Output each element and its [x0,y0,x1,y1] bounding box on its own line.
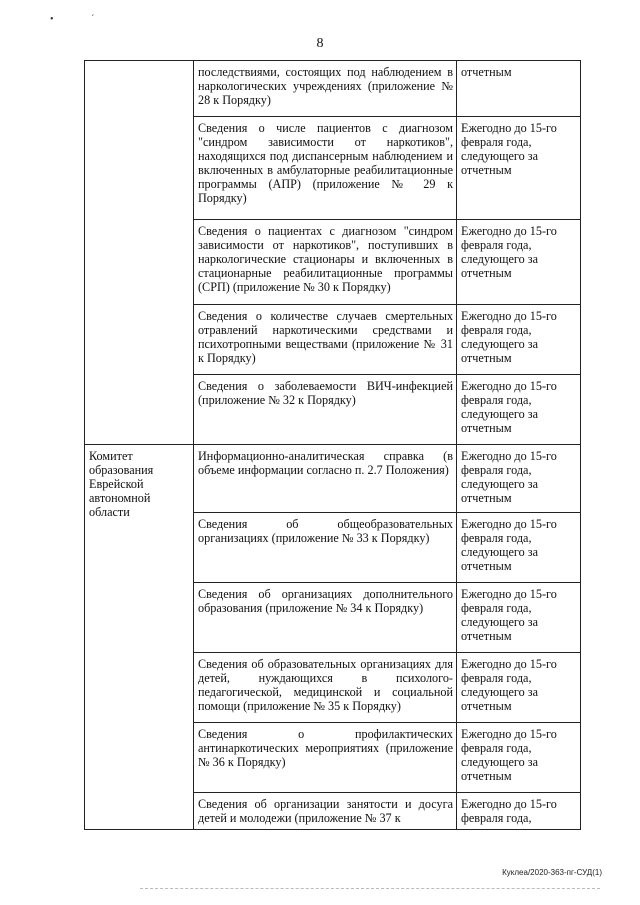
report-description: Сведения об организации занятости и досуга детей и молодежи (приложение № 37 к [194,793,457,830]
report-description: Сведения об общеобразовательных организациях (приложение № 33 к Порядку) [194,513,457,583]
report-deadline: Ежегодно до 15-го февраля года, следующего за отчетным [457,375,581,445]
table-row [85,445,581,513]
report-deadline: отчетным [457,61,581,117]
report-deadline: Ежегодно до 15-го февраля года, следующего за отчетным [457,513,581,583]
report-deadline: Ежегодно до 15-го февраля года, следующего за отчетным [457,723,581,793]
scan-specks: • ˊ [50,14,95,25]
report-description: Сведения о профилактических антинаркотических мероприятиях (приложение № 36 к Порядку) [194,723,457,793]
report-deadline: Ежегодно до 15-го февраля года, следующего за отчетным [457,445,581,513]
org-cell: Комитет образования Еврейской автономной области [85,445,194,830]
table-row [85,61,581,117]
footer-divider [140,888,600,889]
report-description: Сведения о пациентах с диагнозом "синдром зависимости от наркотиков", поступивших в наркологические стационары и включенных в стационарные реабилитационные программы (СРП) (приложение № 30 к Порядку) [194,220,457,305]
report-description: Сведения о заболеваемости ВИЧ-инфекцией (приложение № 32 к Порядку) [194,375,457,445]
report-description: Сведения об образовательных организациях для детей, нуждающихся в психолого-педагогической, медицинской и социальной помощи (приложение № 35 к Порядку) [194,653,457,723]
report-description: последствиями, состоящих под наблюдением в наркологических учреждениях (приложение № 28 к Порядку) [194,61,457,117]
report-deadline: Ежегодно до 15-го февраля года, следующего за отчетным [457,305,581,375]
org-cell [85,61,194,445]
page-number: 8 [316,36,324,51]
report-deadline: Ежегодно до 15-го февраля года, следующего за отчетным [457,117,581,220]
reporting-table [84,60,581,830]
report-description: Сведения об организациях дополнительного образования (приложение № 34 к Порядку) [194,583,457,653]
report-deadline: Ежегодно до 15-го февраля года, следующего за отчетным [457,583,581,653]
report-description: Сведения о количестве случаев смертельных отравлений наркотическими средствами и психотропными веществами (приложение № 31 к Порядку) [194,305,457,375]
report-deadline: Ежегодно до 15-го февраля года, следующего за отчетным [457,220,581,305]
report-deadline: Ежегодно до 15-го февраля года, следующего за отчетным [457,653,581,723]
report-description: Информационно-аналитическая справка (в объеме информации согласно п. 2.7 Положения) [194,445,457,513]
document-stamp: Куклеа/2020-363-пг-СУД(1) [502,868,602,877]
report-description: Сведения о числе пациентов с диагнозом "синдром зависимости от наркотиков", находящихся под диспансерным наблюдением и включенных в амбулаторные реабилитационные программы (АПР) (приложение № 29 к Порядку) [194,117,457,220]
report-deadline: Ежегодно до 15-го февраля года, [457,793,581,830]
